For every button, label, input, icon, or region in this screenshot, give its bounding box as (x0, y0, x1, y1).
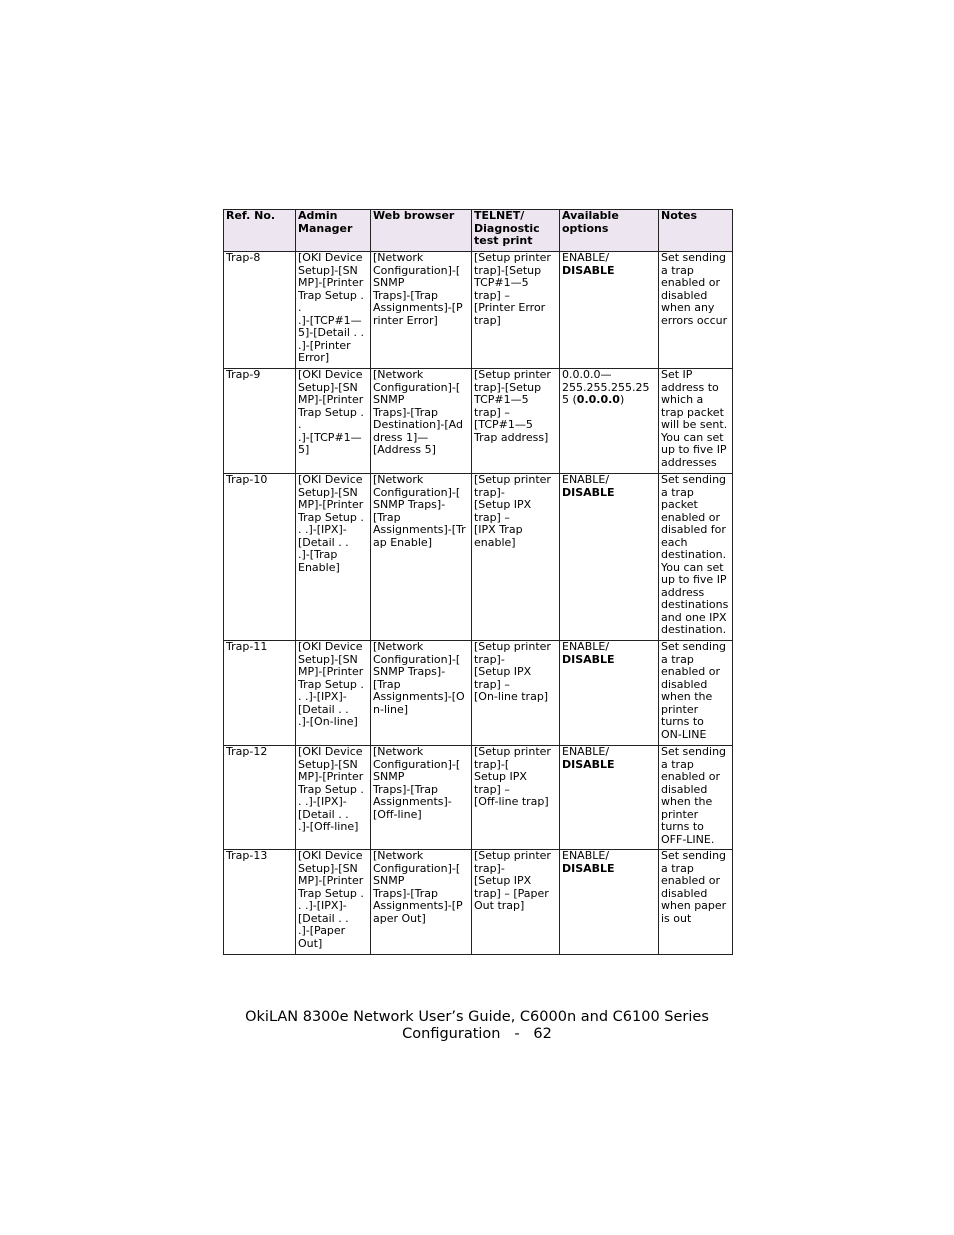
cell-admin: [OKI Device Setup]-[SN MP]-[Printer Trap Setup . . .]-[IPX]- [Detail . . .]-[Paper Out] (296, 850, 371, 955)
cell-ref: Trap-12 (224, 746, 296, 850)
cell-options: ENABLE/ DISABLE (560, 252, 659, 369)
cell-ref: Trap-8 (224, 252, 296, 369)
cell-web: [Network Configuration]-[ SNMP Traps]-[Trap Destination]-[Ad dress 1]— [Address 5] (371, 369, 472, 474)
cell-admin: [OKI Device Setup]-[SN MP]-[Printer Trap Setup . . .]-[TCP#1— 5] (296, 369, 371, 474)
cell-options: ENABLE/ DISABLE (560, 850, 659, 955)
footer-separator: - (514, 1026, 520, 1042)
cell-options: ENABLE/ DISABLE (560, 746, 659, 850)
table-row (224, 252, 733, 369)
cell-notes: Set sending a trap enabled or disabled when paper is out (659, 850, 733, 955)
table-header-row (224, 210, 733, 252)
cell-notes: Set sending a trap enabled or disabled when the printer turns to ON-LINE (659, 641, 733, 746)
table-row (224, 369, 733, 474)
cell-telnet: [Setup printer trap]- [Setup IPX trap] – [IPX Trap enable] (472, 474, 560, 641)
cell-telnet: [Setup printer trap]-[Setup TCP#1—5 trap] – [TCP#1—5 Trap address] (472, 369, 560, 474)
footer-page-number: 62 (533, 1026, 552, 1042)
footer-title: OkiLAN 8300e Network User’s Guide, C6000n and C6100 Series (245, 1009, 709, 1025)
cell-options: 0.0.0.0— 255.255.255.25 5 (0.0.0.0) (560, 369, 659, 474)
cell-web: [Network Configuration]-[ SNMP Traps]-[Trap Assignments]- [Off-line] (371, 746, 472, 850)
table-row (224, 641, 733, 746)
header-admin-manager: Admin Manager (296, 210, 371, 252)
cell-telnet: [Setup printer trap]-[Setup TCP#1—5 trap] – [Printer Error trap] (472, 252, 560, 369)
cell-web: [Network Configuration]-[ SNMP Traps]-[Trap Assignments]-[P aper Out] (371, 850, 472, 955)
header-web-browser: Web browser (371, 210, 472, 252)
cell-admin: [OKI Device Setup]-[SN MP]-[Printer Trap Setup . . .]-[IPX]- [Detail . . .]-[On-line] (296, 641, 371, 746)
cell-admin: [OKI Device Setup]-[SN MP]-[Printer Trap Setup . . .]-[IPX]- [Detail . . .]-[Off-line] (296, 746, 371, 850)
cell-web: [Network Configuration]-[ SNMP Traps]-[Trap Assignments]-[P rinter Error] (371, 252, 472, 369)
header-notes: Notes (659, 210, 733, 252)
table-row (224, 850, 733, 955)
header-telnet: TELNET/ Diagnostic test print (472, 210, 560, 252)
cell-ref: Trap-13 (224, 850, 296, 955)
cell-options: ENABLE/ DISABLE (560, 641, 659, 746)
cell-web: [Network Configuration]-[ SNMP Traps]- [Trap Assignments]-[Tr ap Enable] (371, 474, 472, 641)
cell-telnet: [Setup printer trap]- [Setup IPX trap] – [Paper Out trap] (472, 850, 560, 955)
cell-notes: Set sending a trap packet enabled or disabled for each destination. You can set up to five IP address destinations and one IPX destination. (659, 474, 733, 641)
cell-ref: Trap-10 (224, 474, 296, 641)
cell-admin: [OKI Device Setup]-[SN MP]-[Printer Trap Setup . . .]-[IPX]- [Detail . . .]-[Trap Enable] (296, 474, 371, 641)
cell-web: [Network Configuration]-[ SNMP Traps]- [Trap Assignments]-[O n-line] (371, 641, 472, 746)
cell-ref: Trap-11 (224, 641, 296, 746)
cell-options: ENABLE/ DISABLE (560, 474, 659, 641)
cell-admin: [OKI Device Setup]-[SN MP]-[Printer Trap Setup . . .]-[TCP#1— 5]-[Detail . . .]-[Printer Error] (296, 252, 371, 369)
table-row (224, 474, 733, 641)
cell-ref: Trap-9 (224, 369, 296, 474)
config-table (223, 209, 733, 955)
cell-notes: Set sending a trap enabled or disabled when the printer turns to OFF-LINE. (659, 746, 733, 850)
cell-telnet: [Setup printer trap]- [Setup IPX trap] – [On-line trap] (472, 641, 560, 746)
footer-page-info (0, 1026, 954, 1043)
header-ref-no: Ref. No. (224, 210, 296, 252)
cell-telnet: [Setup printer trap]-[ Setup IPX trap] – [Off-line trap] (472, 746, 560, 850)
table-row (224, 746, 733, 850)
cell-notes: Set IP address to which a trap packet will be sent. You can set up to five IP addresses (659, 369, 733, 474)
header-available-options: Available options (560, 210, 659, 252)
cell-notes: Set sending a trap enabled or disabled when any errors occur (659, 252, 733, 369)
footer-section: Configuration (402, 1026, 501, 1042)
